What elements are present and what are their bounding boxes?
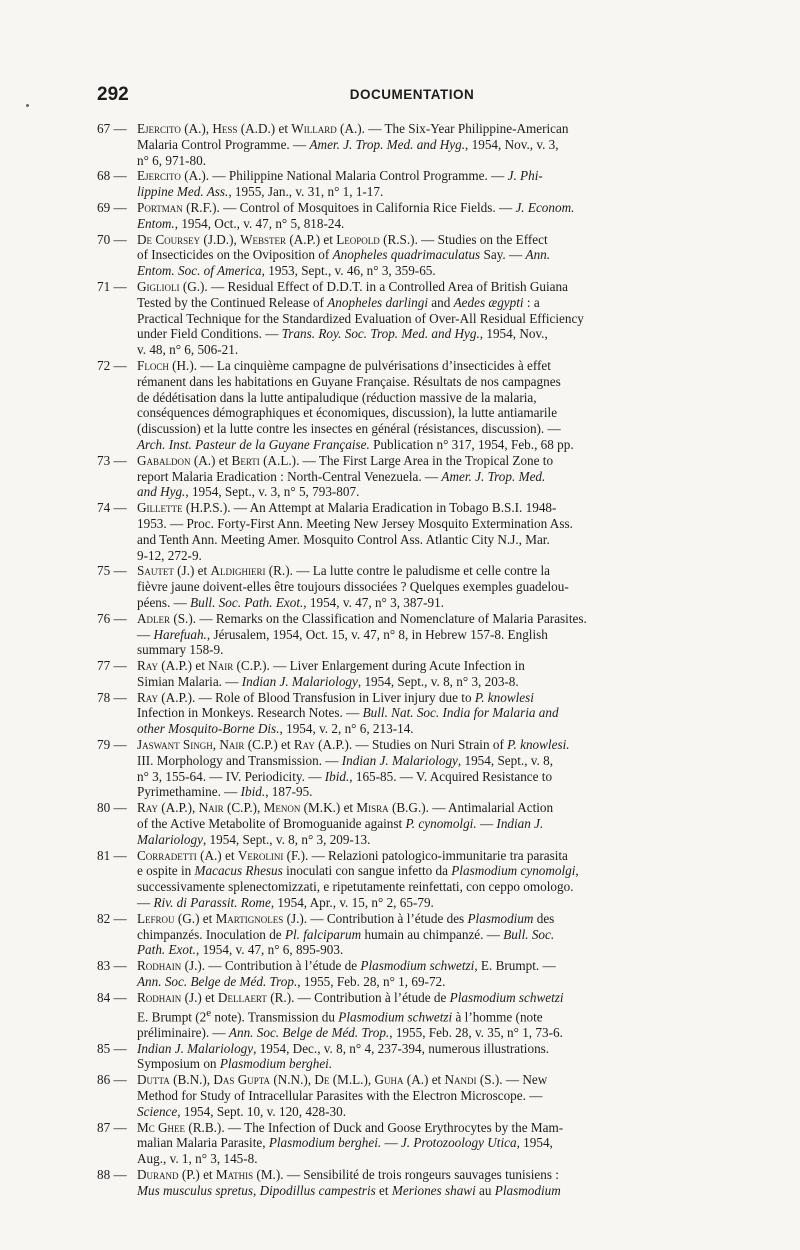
reference-number: 70 — (97, 231, 127, 247)
reference-line: Gabaldon (A.) et Berti (A.L.). — The First Large Area in the Tropical Zone to (137, 452, 554, 468)
reference-line: Mc Ghee (R.B.). — The Infection of Duck and Goose Erythrocytes by the Mam- (137, 1119, 564, 1135)
reference-line: E. Brumpt (2e note). Transmission du Plasmodium schwetzi à l’homme (note (137, 1006, 543, 1025)
reference-number: 88 — (97, 1166, 127, 1182)
reference-line: Pyrimethamine. — Ibid., 187-95. (137, 784, 313, 800)
reference-number: 71 — (97, 278, 127, 294)
reference-line: Rodhain (J.). — Contribution à l’étude de Plasmodium schwetzi, E. Brumpt. — (137, 958, 556, 974)
reference-number: 81 — (97, 847, 127, 863)
reference-text (137, 800, 727, 847)
reference-entry (97, 1072, 727, 1119)
reference-line: III. Morphology and Transmission. — Indian J. Malariology, 1954, Sept., v. 8, (137, 752, 554, 768)
reference-text (137, 1072, 727, 1119)
reference-line: Giglioli (G.). — Residual Effect of D.D.T. in a Controlled Area of British Guiana (137, 278, 568, 294)
page-header (97, 84, 727, 108)
reference-line: Lefrou (G.) et Martignoles (J.). — Contribution à l’étude des Plasmodium des (137, 910, 555, 926)
reference-number: 84 — (97, 989, 127, 1005)
reference-line: Malaria Control Programme. — Amer. J. Trop. Med. and Hyg., 1954, Nov., v. 3, (137, 136, 559, 152)
reference-line: and Tenth Ann. Meeting Amer. Mosquito Control Ass. Atlantic City N.J., Mar. (137, 531, 550, 547)
reference-entry (97, 168, 727, 200)
reference-entry (97, 358, 727, 453)
reference-entry (97, 990, 727, 1041)
reference-entry (97, 958, 727, 990)
reference-line: Ray (A.P.) et Nair (C.P.). — Liver Enlargement during Acute Infection in (137, 658, 525, 674)
reference-line: Ray (A.P.). — Role of Blood Transfusion in Liver injury due to P. knowlesi (137, 689, 534, 705)
reference-line: and Hyg., 1954, Sept., v. 3, n° 5, 793-807. (137, 484, 360, 500)
reference-entry (97, 658, 727, 690)
reference-line: n° 6, 971-80. (137, 152, 207, 168)
reference-line: Method for Study of Intracellular Parasites with the Electron Microscope. — (137, 1088, 543, 1103)
reference-entry (97, 800, 727, 847)
reference-text (137, 990, 727, 1041)
reference-line: Corradetti (A.) et Verolini (F.). — Relazioni patologico-immunitarie tra parasita (137, 847, 568, 863)
reference-text (137, 500, 727, 563)
reference-entry (97, 1041, 727, 1073)
reference-text (137, 563, 727, 610)
reference-number: 83 — (97, 958, 127, 974)
reference-text (137, 911, 727, 958)
reference-entry (97, 737, 727, 800)
reference-entry (97, 911, 727, 958)
reference-line: Sautet (J.) et Aldighieri (R.). — La lutte contre le paludisme et celle contre la (137, 563, 550, 579)
reference-line: — Riv. di Parassit. Rome, 1954, Apr., v. 15, n° 2, 65-79. (137, 895, 434, 911)
reference-number: 73 — (97, 452, 127, 468)
reference-text (137, 453, 727, 500)
reference-line: Tested by the Continued Release of Anopheles darlingi and Aedes ægypti : a (137, 294, 540, 310)
reference-line: Indian J. Malariology, 1954, Dec., v. 8, n° 4, 237-394, numerous illustrations. (137, 1040, 550, 1056)
reference-text (137, 168, 727, 200)
reference-line: 1953. — Proc. Forty-First Ann. Meeting New Jersey Mosquito Extermination Ass. (137, 515, 573, 531)
reference-number: 67 — (97, 121, 127, 136)
reference-text (137, 658, 727, 690)
reference-line: summary 158-9. (137, 642, 224, 658)
reference-entry (97, 232, 727, 279)
reference-entry (97, 279, 727, 358)
reference-line: Portman (R.F.). — Control of Mosquitoes in California Rice Fields. — J. Econom. (137, 199, 575, 215)
reference-line: Arch. Inst. Pasteur de la Guyane Française. Publication n° 317, 1954, Feb., 68 pp. (137, 436, 574, 452)
reference-text (137, 958, 727, 990)
reference-line: Jaswant Singh, Nair (C.P.) et Ray (A.P.). — Studies on Nuri Strain of P. knowlesi. (137, 737, 570, 753)
reference-number: 74 — (97, 500, 127, 516)
reference-line: v. 48, n° 6, 506-21. (137, 342, 239, 358)
reference-entry (97, 611, 727, 658)
reference-number: 75 — (97, 563, 127, 579)
reference-text (137, 121, 727, 168)
reference-number: 79 — (97, 737, 127, 753)
reference-line: Simian Malaria. — Indian J. Malariology, 1954, Sept., v. 8, n° 3, 203-8. (137, 673, 519, 689)
reference-line: Malariology, 1954, Sept., v. 8, n° 3, 209-13. (137, 831, 371, 847)
reference-line: (discussion) et la lutte contre les insectes en général (résistances, discussion). — (137, 421, 561, 437)
reference-text (137, 848, 727, 911)
reference-entry (97, 200, 727, 232)
reference-text (137, 611, 727, 658)
reference-entry (97, 1120, 727, 1167)
page-number: 292 (97, 84, 129, 105)
reference-entry (97, 690, 727, 737)
reference-number: 78 — (97, 689, 127, 705)
reference-line: Path. Exot., 1954, v. 47, n° 6, 895-903. (137, 942, 344, 958)
reference-line: report Malaria Eradication : North-Central Venezuela. — Amer. J. Trop. Med. (137, 468, 546, 484)
reference-text (137, 358, 727, 453)
reference-number: 69 — (97, 199, 127, 215)
reference-line: Aug., v. 1, n° 3, 145-8. (137, 1151, 258, 1167)
reference-line: préliminaire). — Ann. Soc. Belge de Méd. Trop., 1955, Feb. 28, v. 35, n° 1, 73-6. (137, 1024, 563, 1040)
reference-number: 68 — (97, 168, 127, 184)
reference-text (137, 1041, 727, 1073)
reference-number: 80 — (97, 800, 127, 816)
margin-dot (26, 104, 29, 107)
reference-number: 85 — (97, 1040, 127, 1056)
reference-text (137, 232, 727, 279)
reference-number: 77 — (97, 658, 127, 674)
reference-line: Ejercito (A.). — Philippine National Malaria Control Programme. — J. Phi- (137, 168, 543, 184)
reference-line: of the Active Metabolite of Bromoguanide against P. cynomolgi. — Indian J. (137, 816, 544, 832)
reference-line: e ospite in Macacus Rhesus inoculati con sangue infetto da Plasmodium cynomolgi, (137, 863, 579, 879)
reference-line: malian Malaria Parasite, Plasmodium berghei. — J. Protozoology Utica, 1954, (137, 1135, 553, 1151)
reference-line: Rodhain (J.) et Dellaert (R.). — Contribution à l’étude de Plasmodium schwetzi (137, 989, 564, 1005)
reference-line: Durand (P.) et Mathis (M.). — Sensibilité de trois rongeurs sauvages tunisiens : (137, 1166, 559, 1182)
reference-line: rémanent dans les habitations en Guyane Française. Résultats de nos campagnes (137, 373, 561, 389)
reference-line: successivamente splenectomizzati, e ripetutamente reinfettati, con ceppo omologo. (137, 879, 574, 895)
running-title: DOCUMENTATION (349, 87, 475, 102)
reference-number: 86 — (97, 1072, 127, 1088)
reference-line: Mus musculus spretus, Dipodillus campestris et Meriones shawi au Plasmodium (137, 1182, 561, 1198)
reference-number: 76 — (97, 610, 127, 626)
reference-line: Gillette (H.P.S.). — An Attempt at Malaria Eradication in Tobago B.S.I. 1948- (137, 500, 557, 516)
reference-text (137, 1120, 727, 1167)
reference-line: Ejercito (A.), Hess (A.D.) et Willard (A.). — The Six-Year Philippine-American (137, 121, 569, 136)
reference-line: 9-12, 272-9. (137, 547, 202, 563)
reference-text (137, 279, 727, 358)
reference-line: Infection in Monkeys. Research Notes. — Bull. Nat. Soc. India for Malaria and (137, 705, 559, 721)
reference-line: n° 3, 155-64. — IV. Periodicity. — Ibid., 165-85. — V. Acquired Resistance to (137, 768, 553, 784)
reference-line: — Harefuah., Jérusalem, 1954, Oct. 15, v. 47, n° 8, in Hebrew 157-8. English (137, 626, 548, 642)
reference-line: Practical Technique for the Standardized Evaluation of Over-All Residual Efficiency (137, 310, 584, 326)
reference-entry (97, 563, 727, 610)
reference-entry (97, 453, 727, 500)
reference-line: fièvre jaune doivent-elles être toujours dissociées ? Quelques exemples guadelou- (137, 579, 569, 595)
reference-line: other Mosquito-Borne Dis., 1954, v. 2, n° 6, 213-14. (137, 721, 414, 737)
reference-entry (97, 848, 727, 911)
reference-line: chimpanzés. Inoculation de Pl. falciparum humain au chimpanzé. — Bull. Soc. (137, 926, 555, 942)
reference-line: Dutta (B.N.), Das Gupta (N.N.), De (M.L.), Guha (A.) et Nandi (S.). — New (137, 1072, 548, 1088)
reference-line: Adler (S.). — Remarks on the Classification and Nomenclature of Malaria Parasites. (137, 610, 587, 626)
reference-line: conséquences démographiques et économiques, discussion), la lutte antiamarile (137, 405, 558, 421)
reference-entry (97, 500, 727, 563)
reference-line: Entom. Soc. of America, 1953, Sept., v. 46, n° 3, 359-65. (137, 263, 436, 279)
reference-line: of Insecticides on the Oviposition of Anopheles quadrimaculatus Say. — Ann. (137, 247, 551, 263)
reference-entry (97, 1167, 727, 1199)
reference-text (137, 1167, 727, 1199)
reference-text (137, 690, 727, 737)
reference-line: Symposium on Plasmodium berghei. (137, 1056, 333, 1072)
reference-text (137, 737, 727, 800)
reference-line: Floch (H.). — La cinquième campagne de pulvérisations d’insecticides à effet (137, 357, 551, 373)
reference-line: Ann. Soc. Belge de Méd. Trop., 1955, Feb. 28, n° 1, 69-72. (137, 974, 446, 990)
reference-line: De Coursey (J.D.), Webster (A.P.) et Leopold (R.S.). — Studies on the Effect (137, 231, 548, 247)
reference-number: 82 — (97, 910, 127, 926)
reference-line: de dédétisation dans la lutte antipaludique (réduction massive de la malaria, (137, 389, 537, 405)
reference-line: Ray (A.P.), Nair (C.P.), Menon (M.K.) et Misra (B.G.). — Antimalarial Action (137, 800, 554, 816)
reference-line: Science, 1954, Sept. 10, v. 120, 428-30. (137, 1103, 347, 1119)
reference-number: 72 — (97, 357, 127, 373)
reference-line: Entom., 1954, Oct., v. 47, n° 5, 818-24. (137, 215, 345, 231)
reference-text (137, 200, 727, 232)
reference-line: lippine Med. Ass., 1955, Jan., v. 31, n° 1, 1-17. (137, 184, 384, 200)
reference-number: 87 — (97, 1119, 127, 1135)
reference-line: péens. — Bull. Soc. Path. Exot., 1954, v. 47, n° 3, 387-91. (137, 594, 444, 610)
reference-entry (97, 121, 727, 168)
reference-list (97, 121, 727, 1199)
reference-line: under Field Conditions. — Trans. Roy. Soc. Trop. Med. and Hyg., 1954, Nov., (137, 326, 548, 342)
